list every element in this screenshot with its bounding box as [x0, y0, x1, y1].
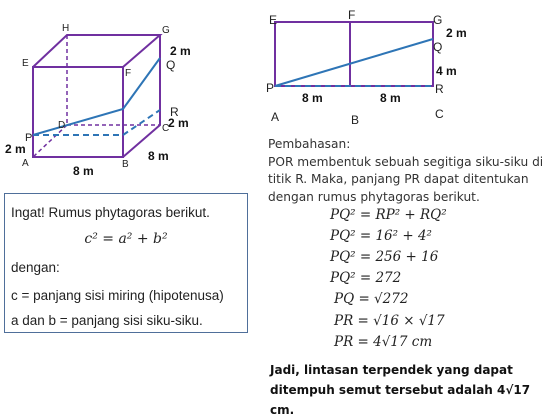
label-c: C [162, 123, 170, 134]
label-q: Q [166, 58, 176, 72]
net-left-face [275, 22, 350, 86]
net-label-r: R [435, 82, 444, 96]
label-r: R [170, 105, 179, 119]
formula-def-ab: a dan b = panjang sisi siku-siku. [11, 313, 203, 328]
equation-7: PR = 4√17 cm [334, 334, 433, 350]
equation-2: PQ² = 16² + 4² [330, 228, 432, 244]
label-b: B [122, 159, 129, 170]
net-label-f: F [348, 8, 356, 22]
cube-top-edges [33, 35, 160, 67]
formula-dengan: dengan: [11, 260, 60, 275]
dim-label-bottom: 8 m [73, 164, 94, 178]
net-dim-gq: 2 m [446, 26, 467, 40]
label-p: P [25, 132, 33, 144]
net-diagram [258, 0, 555, 130]
pythagoras-formula: c² = a² + b² [84, 231, 168, 247]
equation-6: PR = √16 × √17 [334, 313, 445, 329]
net-label-p: P [266, 81, 275, 95]
cube-diagram [0, 0, 260, 185]
ant-path-dashed-back [123, 110, 160, 135]
equation-3: PQ² = 256 + 16 [330, 249, 439, 265]
net-dim-br: 8 m [380, 91, 401, 105]
net-label-c: C [435, 107, 444, 121]
equation-1: PQ² = RP² + RQ² [330, 207, 447, 223]
net-right-face [350, 22, 433, 86]
explanation-line-1: POR membentuk sebuah segitiga siku-siku di [268, 154, 544, 169]
dim-label-left: 2 m [5, 142, 26, 156]
formula-intro: Ingat! Rumus phytagoras berikut. [11, 205, 210, 220]
pythagoras-formula-box [4, 193, 248, 333]
explanation-text [268, 136, 553, 206]
label-e: E [22, 58, 29, 69]
label-d: D [58, 120, 66, 131]
equation-5: PQ = √272 [334, 291, 409, 307]
net-dim-pb: 8 m [302, 91, 323, 105]
label-a: A [22, 158, 29, 169]
conclusion-text [270, 360, 550, 420]
net-label-a: A [271, 110, 280, 124]
net-path-pq [275, 39, 433, 86]
label-f: F [125, 68, 132, 79]
net-label-e: E [269, 13, 278, 27]
conclusion-line-1: Jadi, lintasan terpendek yang dapat [270, 363, 513, 377]
explanation-line-3: dengan rumus phytagoras berikut. [268, 189, 480, 204]
net-dim-qr: 4 m [436, 64, 457, 78]
conclusion-line-2: ditempuh semut tersebut adalah 4√17 cm. [270, 383, 531, 417]
dim-label-depth: 8 m [148, 149, 169, 163]
dim-label-top: 2 m [170, 44, 191, 58]
net-label-b: B [351, 113, 360, 127]
formula-def-c: c = panjang sisi miring (hipotenusa) [11, 288, 224, 303]
net-label-g: G [433, 13, 443, 27]
label-g: G [162, 25, 170, 36]
net-label-q: Q [433, 40, 443, 54]
equation-4: PQ² = 272 [330, 270, 402, 286]
explanation-heading: Pembahasan: [268, 137, 351, 151]
cube-right-edges [123, 35, 160, 157]
label-h: H [62, 23, 70, 34]
equation-list [330, 207, 550, 357]
explanation-line-2: titik R. Maka, panjang PR dapat ditentukan [268, 172, 529, 186]
dim-label-right-lower: 2 m [168, 116, 189, 130]
